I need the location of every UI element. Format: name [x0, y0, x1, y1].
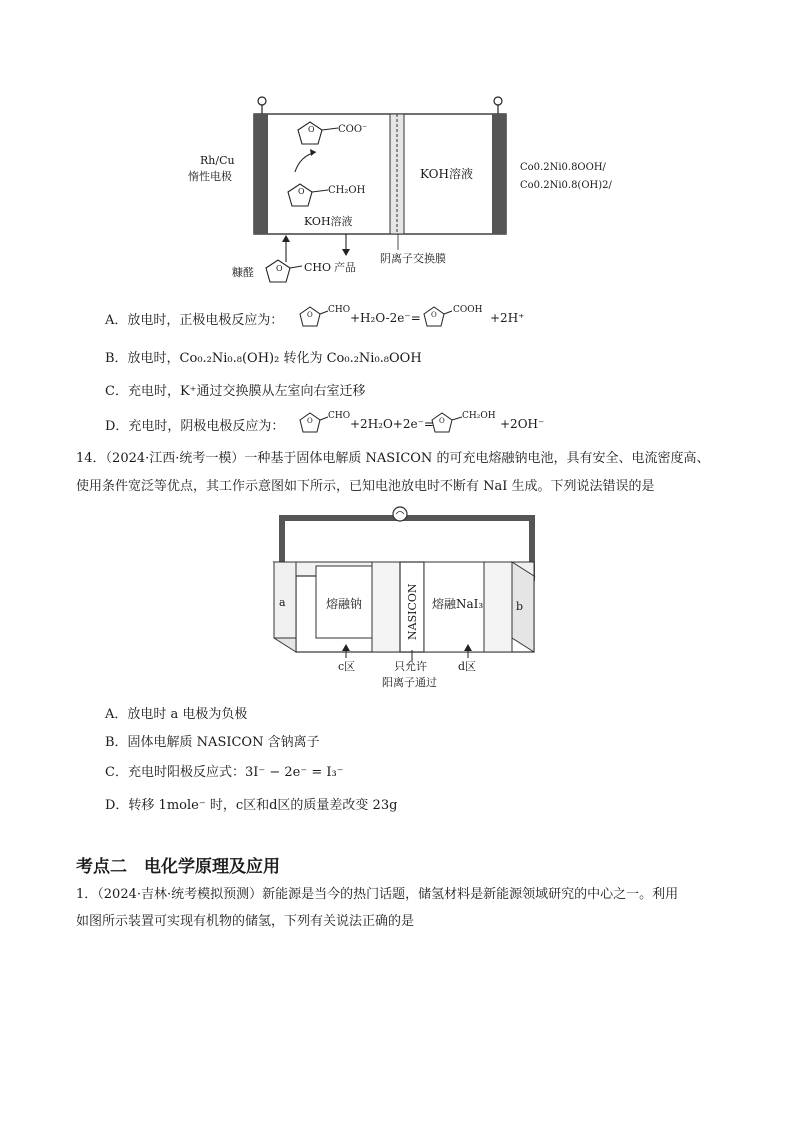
- left-terminal: [258, 97, 266, 114]
- svg-text:+2H₂O+2e⁻=: +2H₂O+2e⁻=: [350, 417, 434, 431]
- right-electrode-label-1: Co0.2Ni0.8OOH/: [520, 162, 606, 173]
- svg-text:COOH: COOH: [453, 305, 483, 315]
- c-zone-label: c区: [338, 660, 356, 673]
- membrane-label: 阴离子交换膜: [380, 252, 446, 265]
- molten-sodium-label: 熔融钠: [326, 597, 363, 611]
- right-electrode: [492, 114, 506, 234]
- q1-stem-line-2: 如图所示装置可实现有机物的储氢，下列有关说法正确的是: [76, 914, 415, 929]
- q13-option-a-equation: [290, 298, 550, 332]
- svg-text:O: O: [307, 311, 313, 319]
- furfural-cell-diagram: [180, 92, 620, 292]
- q13-option-d-equation: [290, 404, 590, 438]
- right-electrode-label-2: Co0.2Ni0.8(OH)2/: [520, 180, 612, 191]
- q14-option-c: C．充电时阳极反应式：3I⁻ − 2e⁻ = I₃⁻: [105, 765, 344, 780]
- svg-text:CHO: CHO: [328, 305, 351, 315]
- svg-text:CHO: CHO: [328, 411, 351, 421]
- molten-nai3-label: 熔融NaI₃: [432, 597, 484, 611]
- svg-text:COO⁻: COO⁻: [338, 124, 368, 135]
- svg-text:CH₂OH: CH₂OH: [328, 185, 366, 196]
- q13-option-b: B．放电时，Co₀.₂Ni₀.₈(OH)₂ 转化为 Co₀.₂Ni₀.₈OOH: [105, 351, 422, 366]
- svg-text:+H₂O-2e⁻=: +H₂O-2e⁻=: [350, 311, 421, 325]
- q14-option-a: A．放电时 a 电极为负极: [105, 707, 248, 722]
- inert-electrode-label: 惰性电极: [188, 170, 232, 183]
- svg-text:O: O: [307, 417, 313, 425]
- furfural-molecule: [266, 260, 302, 282]
- q14-option-d: D．转移 1mole⁻ 时，c区和d区的质量差改变 23g: [105, 798, 398, 813]
- q13-option-c: C．充电时，K⁺通过交换膜从左室向右室迁移: [105, 384, 366, 399]
- right-chamber-label: KOH溶液: [420, 167, 473, 181]
- svg-text:O: O: [276, 264, 283, 273]
- electrode-b-label: b: [516, 600, 524, 613]
- electrode-a-label: a: [279, 596, 286, 609]
- furfural-label: 糠醛: [232, 266, 254, 279]
- svg-text:O: O: [439, 417, 445, 425]
- left-electrode: [254, 114, 268, 234]
- q14-option-b: B．固体电解质 NASICON 含钠离子: [105, 735, 320, 750]
- cation-only-label-1: 只允许: [394, 660, 427, 673]
- d-zone-label: d区: [458, 660, 477, 673]
- bulb-icon: [393, 507, 407, 521]
- q14-stem-line-2: 使用条件宽泛等优点，其工作示意图如下所示，已知电池放电时不断有 NaI 生成。下列说法错误的是: [76, 479, 655, 494]
- q1-stem-line-1: 1．（2024·吉林·统考模拟预测）新能源是当今的热门话题，储氢材料是新能源领域研究的中心之一。利用: [76, 887, 679, 902]
- rh-cu-label: Rh/Cu: [200, 154, 235, 167]
- svg-text:CH₂OH: CH₂OH: [462, 411, 496, 421]
- q13-option-d-text: D．充电时，阴极电极反应为：: [105, 419, 285, 434]
- q14-stem-line-1: 14．（2024·江西·统考一模）一种基于固体电解质 NASICON 的可充电熔融钠电池，具有安全、电流密度高、: [76, 451, 710, 466]
- q13-option-d: [105, 415, 284, 434]
- svg-text:+2H⁺: +2H⁺: [490, 311, 525, 325]
- cho-label: CHO: [304, 261, 332, 274]
- sodium-battery-diagram: [262, 500, 562, 696]
- svg-text:+2OH⁻: +2OH⁻: [500, 417, 545, 431]
- right-terminal: [494, 97, 502, 114]
- section-title: 考点二 电化学原理及应用: [76, 857, 280, 877]
- cation-only-label-2: 阳离子通过: [382, 676, 437, 689]
- nasicon-label: NASICON: [406, 583, 419, 640]
- q13-option-a-text: A．放电时，正极电极反应为：: [105, 313, 284, 328]
- product-label: 产品: [334, 261, 356, 274]
- q13-option-a: [105, 309, 283, 328]
- svg-text:O: O: [308, 125, 315, 134]
- svg-text:O: O: [431, 311, 437, 319]
- left-chamber-label: KOH溶液: [304, 215, 353, 228]
- svg-text:O: O: [298, 187, 305, 196]
